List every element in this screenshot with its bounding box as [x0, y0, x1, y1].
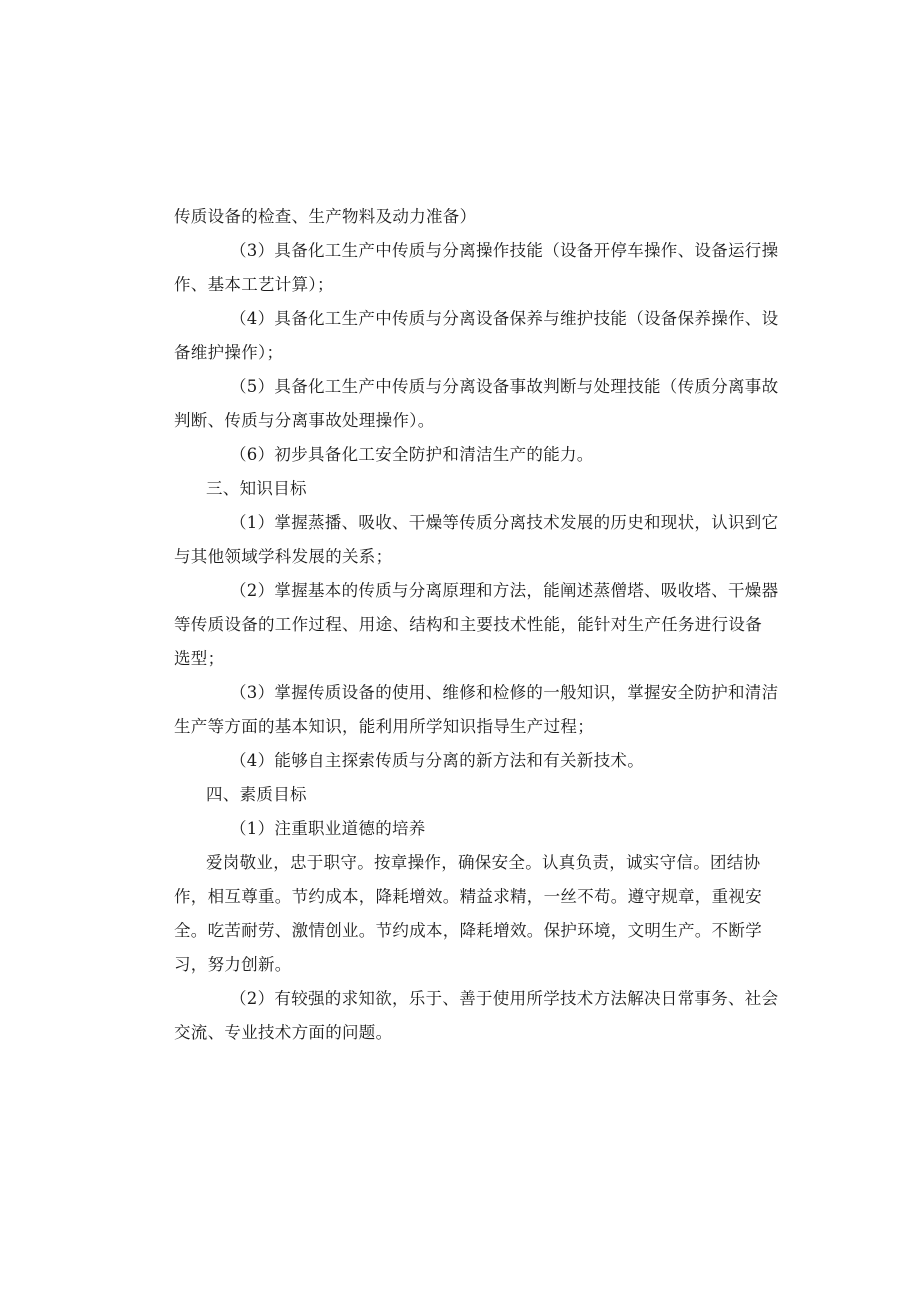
- text-line: （6）初步具备化工安全防护和清洁生产的能力。: [230, 445, 594, 464]
- text-line: （1）掌握蒸播、吸收、干燥等传质分离技术发展的历史和现状，认识到它: [230, 513, 779, 532]
- text-line: 爱岗敬业，忠于职守。按章操作，确保安全。认真负责，诚实守信。团结协: [206, 853, 761, 872]
- text-line: （4）能够自主探索传质与分离的新方法和有关新技术。: [230, 751, 644, 770]
- text-line: 传质设备的检查、生产物料及动力准备）: [174, 207, 477, 226]
- text-line: 判断、传质与分离事故处理操作）。: [174, 411, 435, 430]
- text-line: 等传质设备的工作过程、用途、结构和主要技术性能，能针对生产任务进行设备: [174, 615, 762, 634]
- document-page: [174, 200, 778, 1050]
- text-line: （3）掌握传质设备的使用、维修和检修的一般知识，掌握安全防护和清洁: [230, 683, 779, 702]
- text-line: （3）具备化工生产中传质与分离操作技能（设备开停车操作、设备运行操: [230, 241, 779, 260]
- text-line: 交流、专业技术方面的问题。: [174, 1023, 393, 1042]
- text-line: 作、基本工艺计算）；: [174, 275, 334, 294]
- text-line: 作，相互尊重。节约成本，降耗增效。精益求精，一丝不苟。遵守规章，重视安: [174, 887, 762, 906]
- text-line: 备维护操作）；: [174, 343, 284, 362]
- text-line: （2）有较强的求知欲，乐于、善于使用所学技术方法解决日常事务、社会: [230, 989, 779, 1008]
- text-line: 选型；: [174, 649, 225, 668]
- text-line: （1）注重职业道德的培养: [230, 819, 426, 838]
- text-line: 与其他领域学科发展的关系；: [174, 547, 393, 566]
- section-heading: 四、素质目标: [206, 785, 307, 804]
- text-line: （4）具备化工生产中传质与分离设备保养与维护技能（设备保养操作、设: [230, 309, 779, 328]
- text-line: （2）掌握基本的传质与分离原理和方法，能阐述蒸僧塔、吸收塔、干燥器: [230, 581, 779, 600]
- section-heading: 三、知识目标: [206, 479, 307, 498]
- text-line: 全。吃苦耐劳、激情创业。节约成本，降耗增效。保护环境，文明生产。不断学: [174, 921, 762, 940]
- text-line: 生产等方面的基本知识，能利用所学知识指导生产过程；: [174, 717, 594, 736]
- text-line: 习，努力创新。: [174, 955, 292, 974]
- text-line: （5）具备化工生产中传质与分离设备事故判断与处理技能（传质分离事故: [230, 377, 779, 396]
